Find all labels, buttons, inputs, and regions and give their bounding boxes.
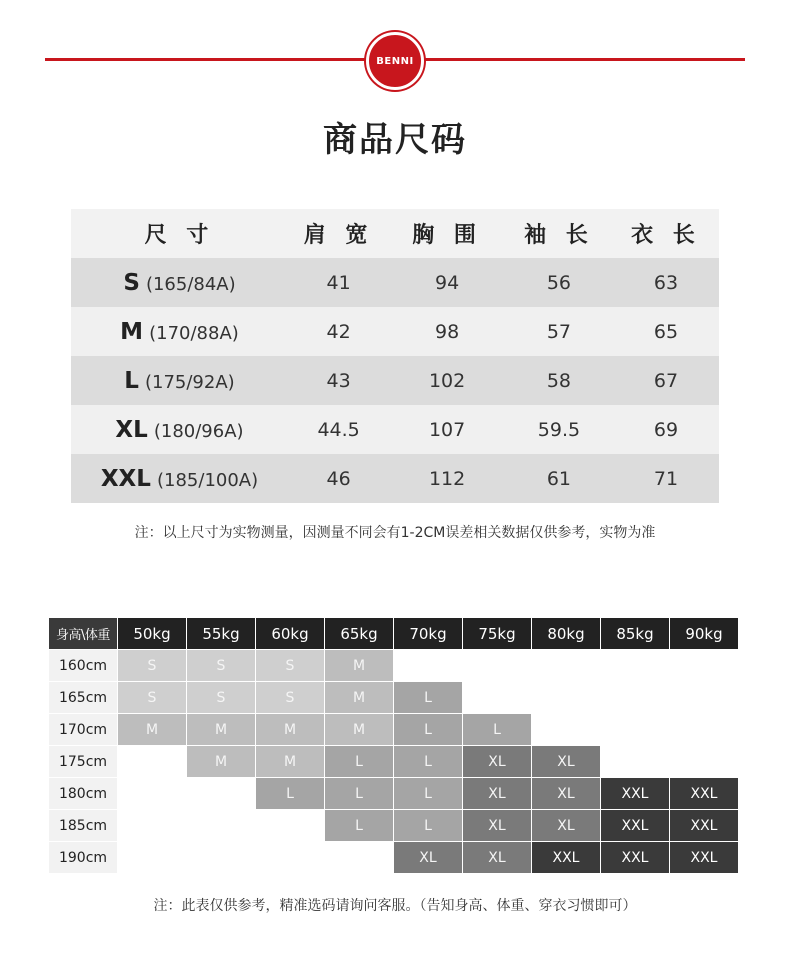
rec-size-cell: XXL [670, 842, 738, 873]
size-chest-value: 112 [428, 467, 466, 490]
size-spec: (175/92A) [144, 371, 235, 393]
header-sleeve: 袖 长 [524, 223, 594, 248]
rec-size-cell: S [187, 682, 255, 713]
rec-height-label: 160cm [49, 650, 117, 681]
size-shoulder-value: 41 [326, 271, 351, 294]
size-spec: (180/96A) [153, 420, 244, 442]
rec-height-label: 175cm [49, 746, 117, 777]
rec-weight-header: 90kg [670, 618, 738, 649]
rec-empty-cell [670, 746, 738, 777]
size-shoulder-value: 44.5 [317, 418, 360, 441]
rec-empty-cell [325, 842, 393, 873]
rec-size-cell: S [256, 682, 324, 713]
rec-empty-cell [601, 746, 669, 777]
size-row [71, 405, 719, 454]
size-row [71, 356, 719, 405]
size-row [71, 307, 719, 356]
size-sleeve-value: 59.5 [537, 418, 581, 441]
rec-empty-cell [118, 842, 186, 873]
rec-empty-cell [601, 714, 669, 745]
rec-size-cell: XXL [670, 778, 738, 809]
rec-empty-cell [256, 810, 324, 841]
rec-header-row [49, 618, 739, 650]
rec-weight-header: 60kg [256, 618, 324, 649]
rec-row [49, 650, 739, 682]
rec-size-cell: XL [463, 842, 531, 873]
size-chest-value: 94 [434, 271, 460, 294]
size-code: XXL [100, 465, 151, 492]
rec-size-cell: L [325, 778, 393, 809]
recommendation-table [49, 618, 739, 874]
rec-size-cell: XL [463, 778, 531, 809]
size-shoulder-value: 46 [326, 467, 351, 490]
rec-row [49, 746, 739, 778]
size-length-value: 69 [653, 418, 679, 441]
rec-size-cell: XXL [601, 842, 669, 873]
size-code: XL [115, 416, 148, 443]
size-table-header [71, 209, 719, 258]
rec-size-cell: XXL [601, 810, 669, 841]
size-label [71, 319, 288, 345]
rec-size-cell: M [187, 746, 255, 777]
rec-size-cell: XL [532, 778, 600, 809]
rec-size-cell: M [118, 714, 186, 745]
size-sleeve-value: 58 [546, 369, 572, 392]
recommendation-note: 注：此表仅供参考，精准选码请询问客服。（告知身高、体重、穿衣习惯即可） [153, 898, 637, 914]
header-length: 衣 长 [631, 223, 701, 248]
header-chest: 胸 围 [412, 223, 482, 248]
size-label [71, 270, 288, 296]
rec-empty-cell [187, 842, 255, 873]
size-shoulder-value: 42 [326, 320, 351, 343]
rec-empty-cell [670, 650, 738, 681]
rec-size-cell: L [394, 714, 462, 745]
rec-empty-cell [118, 746, 186, 777]
rec-size-cell: M [325, 682, 393, 713]
size-shoulder-value: 43 [326, 369, 351, 392]
rec-corner-label: 身高\体重 [49, 618, 117, 649]
size-sleeve-value: 61 [546, 467, 572, 490]
size-sleeve-value: 56 [546, 271, 572, 294]
rec-size-cell: L [394, 746, 462, 777]
rec-empty-cell [601, 650, 669, 681]
rec-size-cell: XL [463, 810, 531, 841]
size-length-value: 63 [653, 271, 679, 294]
rec-empty-cell [394, 650, 462, 681]
rec-size-cell: S [256, 650, 324, 681]
brand-logo [366, 32, 424, 90]
rec-size-cell: L [394, 778, 462, 809]
rec-size-cell: M [256, 714, 324, 745]
rec-empty-cell [187, 810, 255, 841]
rec-weight-header: 50kg [118, 618, 186, 649]
page-title: 商品尺码 [323, 120, 467, 160]
rec-size-cell: XXL [670, 810, 738, 841]
rec-size-cell: L [394, 810, 462, 841]
rec-size-cell: L [325, 746, 393, 777]
size-code: M [120, 318, 144, 345]
size-code: L [124, 367, 139, 394]
rec-size-cell: XL [532, 810, 600, 841]
size-chest-value: 98 [434, 320, 460, 343]
rec-weight-header: 75kg [463, 618, 531, 649]
size-table [71, 209, 719, 503]
rec-size-cell: S [187, 650, 255, 681]
rec-row [49, 682, 739, 714]
rec-size-cell: M [325, 714, 393, 745]
rec-height-label: 190cm [49, 842, 117, 873]
rec-size-cell: M [325, 650, 393, 681]
rec-size-cell: L [325, 810, 393, 841]
size-row [71, 454, 719, 503]
rec-empty-cell [670, 714, 738, 745]
rec-empty-cell [532, 714, 600, 745]
size-row [71, 258, 719, 307]
header-shoulder: 肩 宽 [303, 223, 374, 248]
rec-size-cell: XXL [532, 842, 600, 873]
rec-size-cell: S [118, 682, 186, 713]
rec-empty-cell [118, 778, 186, 809]
rec-row [49, 842, 739, 874]
rec-weight-header: 80kg [532, 618, 600, 649]
size-spec: (165/84A) [145, 273, 236, 295]
rec-height-label: 180cm [49, 778, 117, 809]
brand-logo-text: BENNI [376, 55, 414, 67]
rec-height-label: 165cm [49, 682, 117, 713]
rec-weight-header: 65kg [325, 618, 393, 649]
rec-row [49, 778, 739, 810]
size-label [71, 368, 288, 394]
rec-height-label: 185cm [49, 810, 117, 841]
rec-empty-cell [463, 650, 531, 681]
size-length-value: 71 [653, 467, 679, 490]
rec-size-cell: XL [532, 746, 600, 777]
rec-size-cell: L [256, 778, 324, 809]
rec-size-cell: S [118, 650, 186, 681]
rec-empty-cell [670, 682, 738, 713]
rec-size-cell: L [394, 682, 462, 713]
rec-empty-cell [256, 842, 324, 873]
rec-row [49, 810, 739, 842]
rec-height-label: 170cm [49, 714, 117, 745]
rec-row [49, 714, 739, 746]
rec-weight-header: 55kg [187, 618, 255, 649]
rec-size-cell: XL [394, 842, 462, 873]
rec-empty-cell [187, 778, 255, 809]
size-table-note: 注：以上尺寸为实物测量，因测量不同会有1-2CM误差相关数据仅供参考，实物为准 [134, 525, 656, 541]
size-sleeve-value: 57 [546, 320, 572, 343]
rec-size-cell: M [187, 714, 255, 745]
size-chest-value: 102 [428, 369, 466, 392]
size-label [71, 466, 288, 492]
rec-weight-header: 70kg [394, 618, 462, 649]
rec-size-cell: L [463, 714, 531, 745]
rec-empty-cell [118, 810, 186, 841]
rec-weight-header: 85kg [601, 618, 669, 649]
rec-size-cell: XXL [601, 778, 669, 809]
size-code: S [123, 269, 140, 296]
header-size: 尺 寸 [144, 223, 215, 248]
size-spec: (170/88A) [149, 322, 239, 344]
rec-empty-cell [463, 682, 531, 713]
size-length-value: 67 [653, 369, 679, 392]
rec-size-cell: M [256, 746, 324, 777]
rec-empty-cell [532, 682, 600, 713]
size-chest-value: 107 [428, 418, 466, 441]
size-spec: (185/100A) [157, 469, 259, 491]
size-length-value: 65 [653, 320, 679, 343]
rec-size-cell: XL [463, 746, 531, 777]
rec-empty-cell [601, 682, 669, 713]
rec-empty-cell [532, 650, 600, 681]
size-label [71, 417, 288, 443]
